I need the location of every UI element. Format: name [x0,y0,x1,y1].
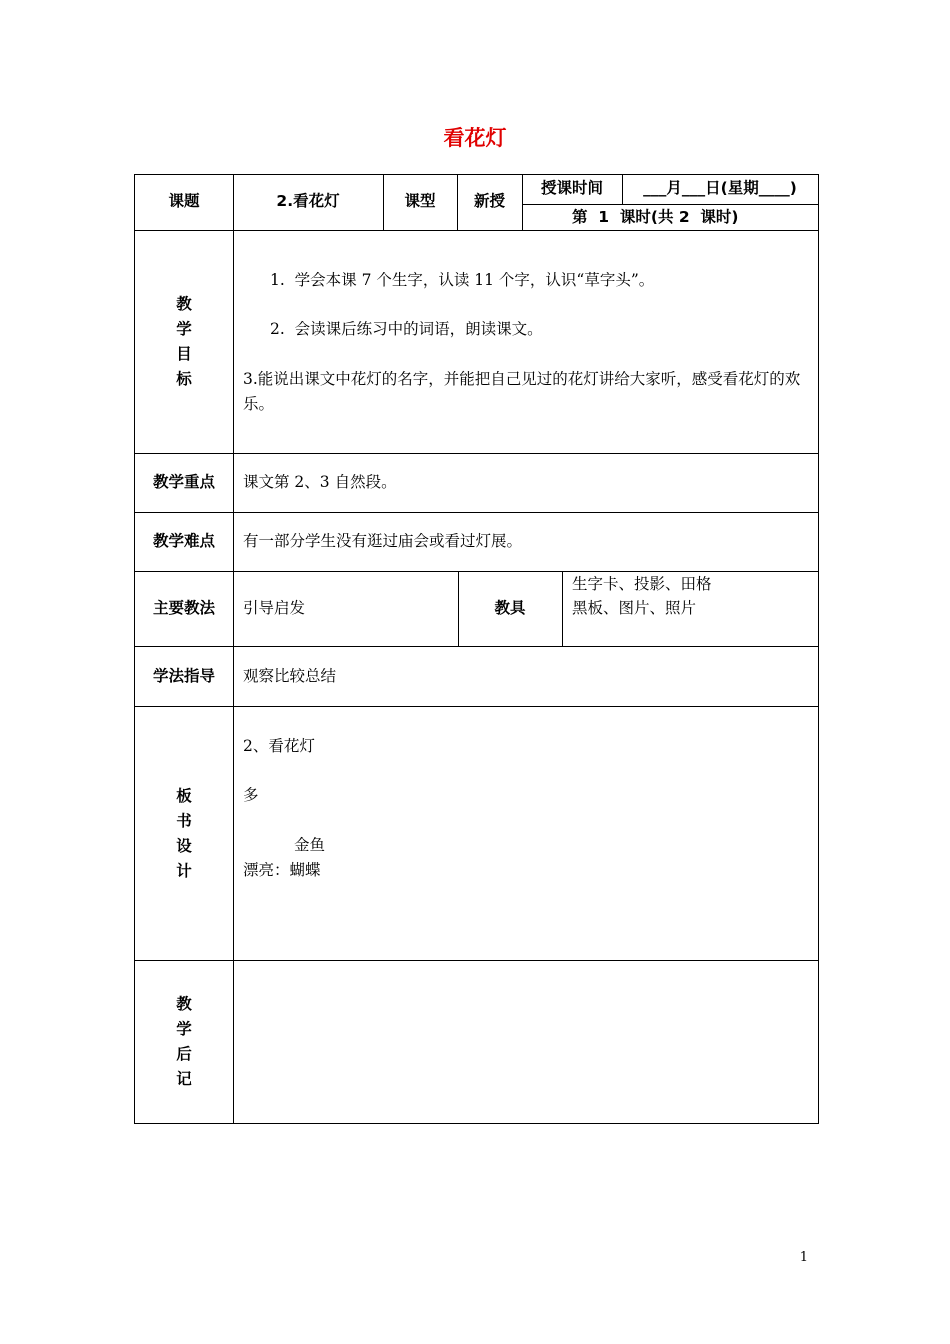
methods-label: 主要教法 [152,599,215,617]
type-label: 课型 [404,192,436,210]
tools-line: 生字卡、投影、田格 [572,575,712,593]
guidance-value: 观察比较总结 [243,667,337,685]
difficulty-value: 有一部分学生没有逛过庙会或看过灯展。 [243,532,523,550]
focus-label: 教学重点 [152,473,215,491]
subject-label: 课题 [168,192,200,210]
period-value: 第 1 课时(共 2 课时) [572,208,739,226]
reflection-label: 教 学 后 记 [176,995,192,1088]
document-title: 看花灯 [443,126,507,150]
type-value: 新授 [473,192,505,210]
objective-item: 2. 会读课后练习中的词语，朗读课文。 [270,320,543,338]
board-line: 漂亮：蝴蝶 [243,861,321,879]
board-line: 多 [243,786,259,804]
board-label: 板 书 设 计 [176,787,192,880]
board-line: 2、看花灯 [243,737,315,755]
methods-value: 引导启发 [243,599,306,617]
tools-line: 黑板、图片、照片 [572,599,697,617]
objective-item: 1. 学会本课 7 个生字，认读 11 个字，认识“草字头”。 [270,271,655,289]
page-number: 1 [799,1250,808,1265]
focus-value: 课文第 2、3 自然段。 [243,473,397,491]
time-label: 授课时间 [540,179,603,197]
board-line: 金鱼 [294,836,326,854]
objectives-label: 教 学 目 标 [176,295,192,388]
difficulty-label: 教学难点 [152,532,215,550]
subject-value: 2.看花灯 [276,192,340,210]
guidance-label: 学法指导 [152,667,215,685]
time-value: ___月___日(星期____) [643,179,797,197]
objective-item: 3.能说出课文中花灯的名字，并能把自己见过的花灯讲给大家听，感受看花灯的欢乐。 [243,370,801,413]
tools-label: 教具 [494,599,526,617]
